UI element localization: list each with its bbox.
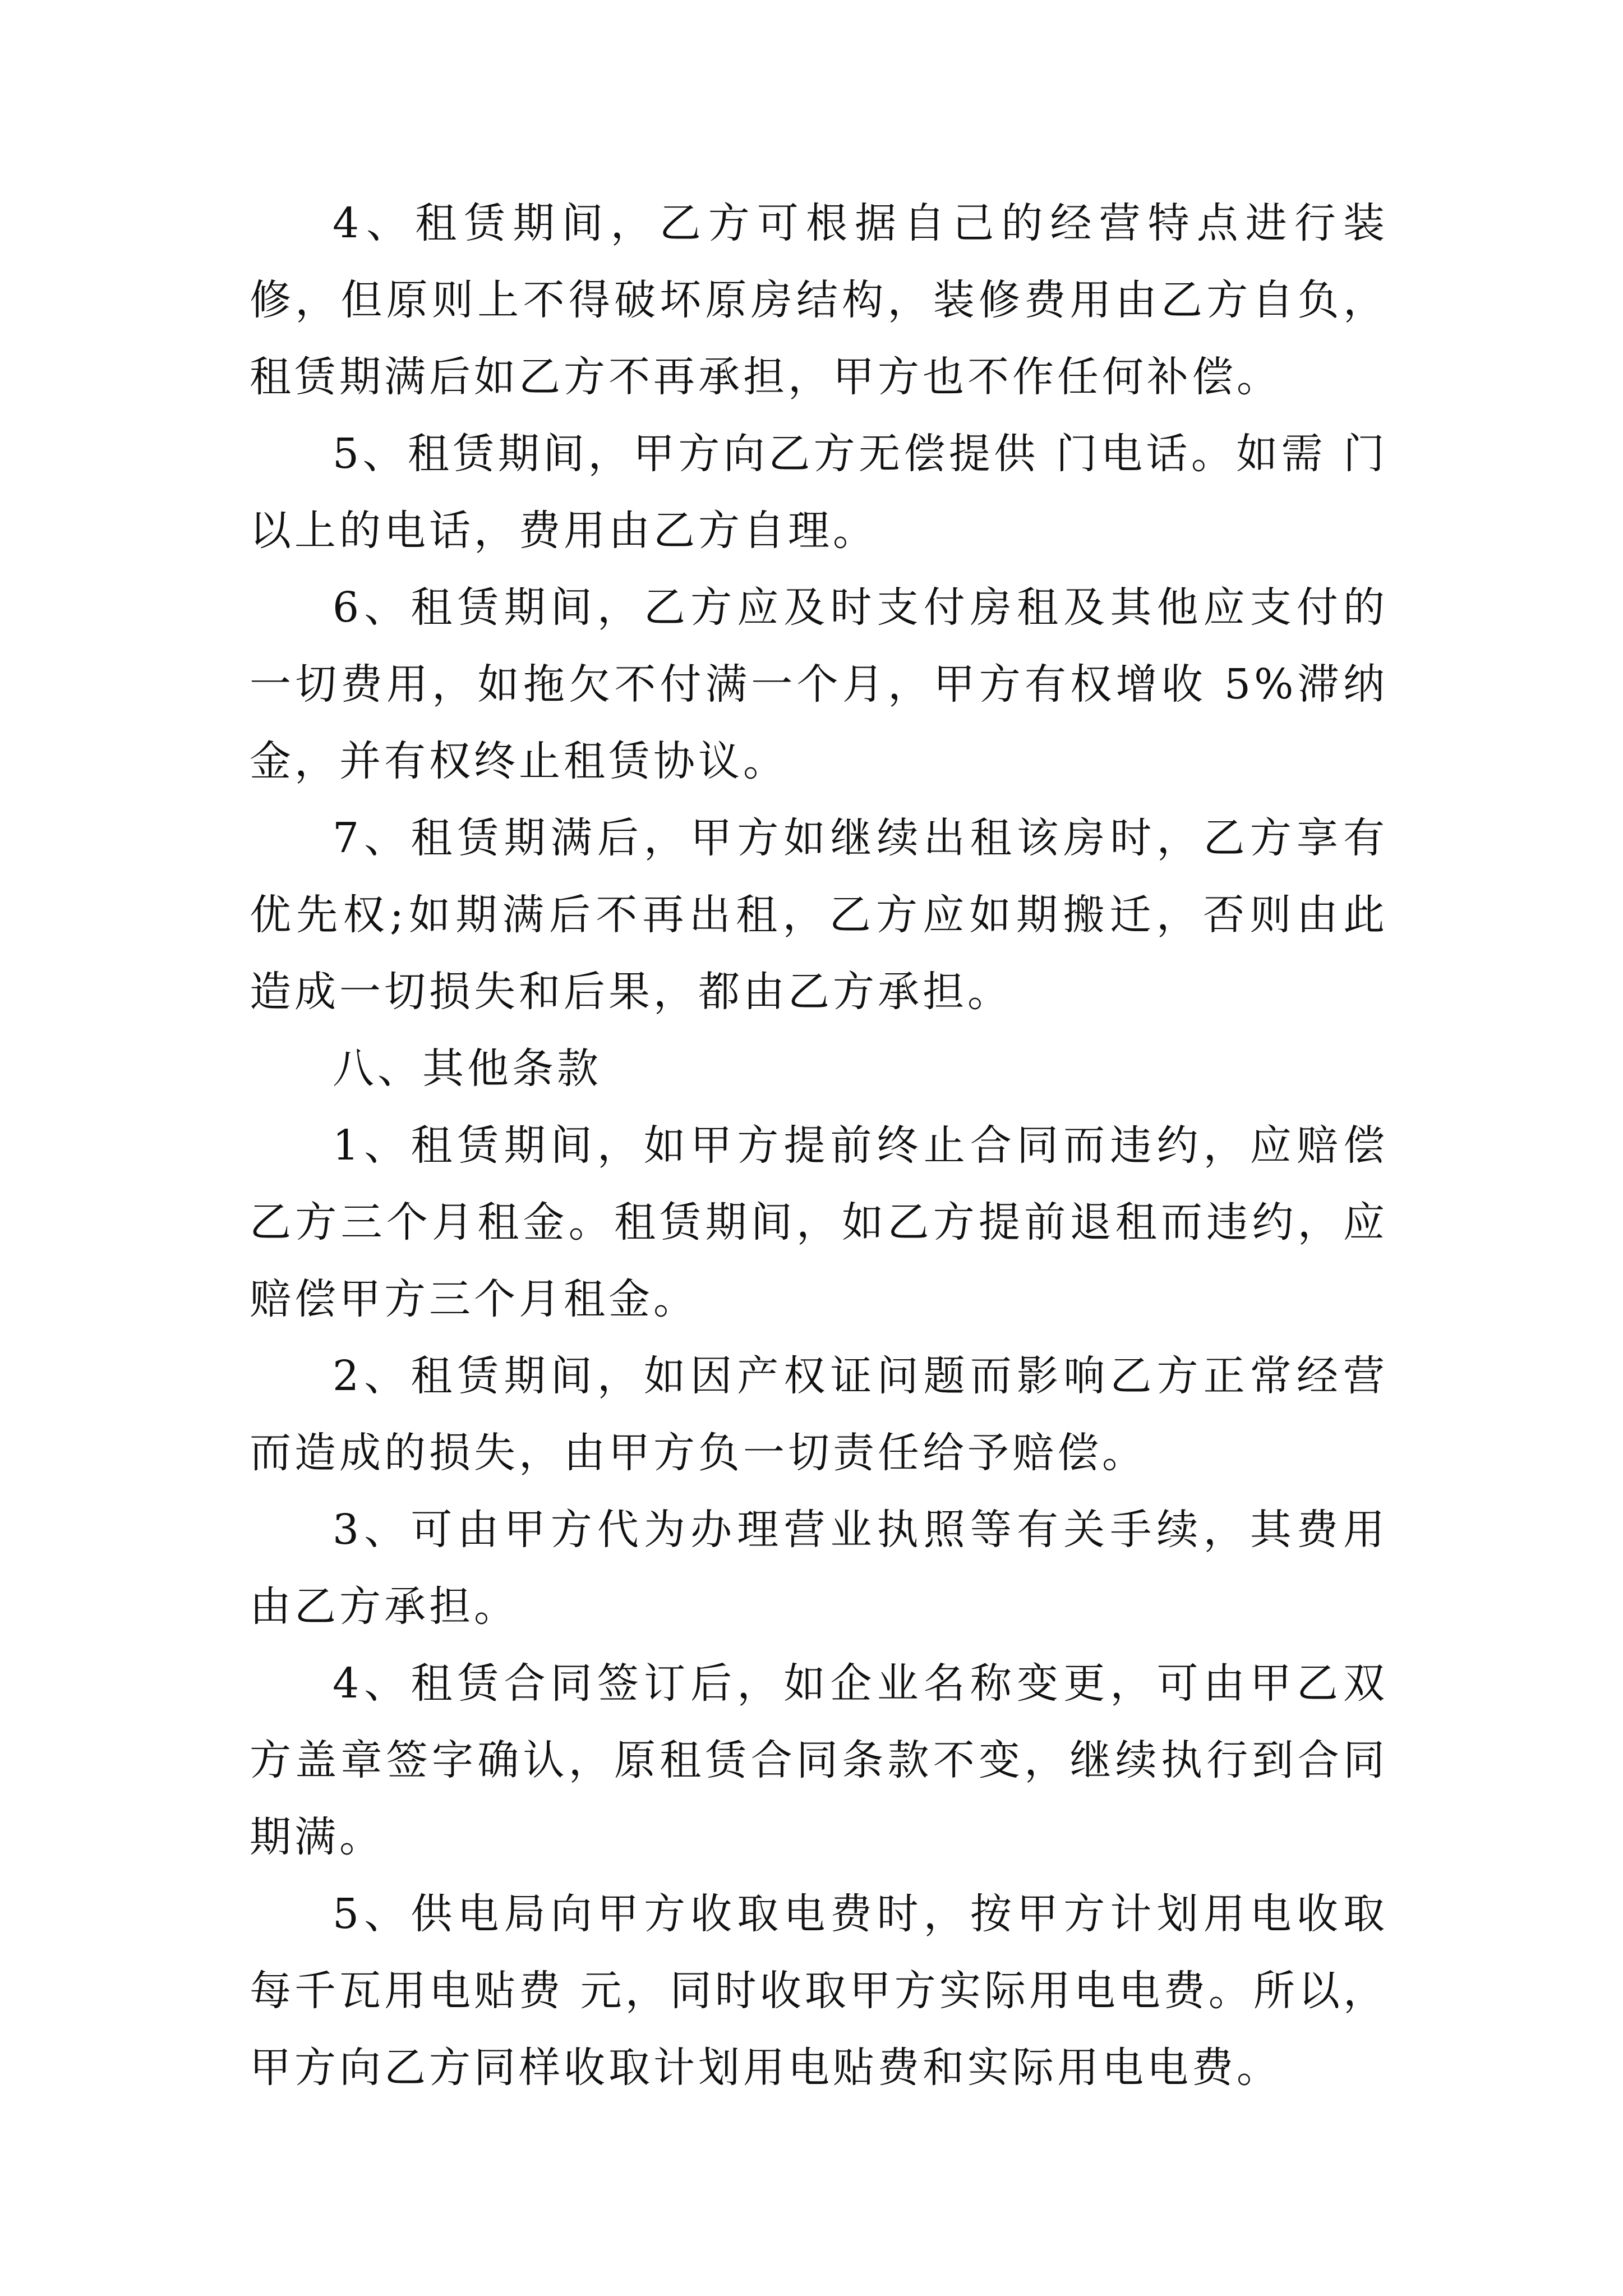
other-term-1-breach: 1、租赁期间，如甲方提前终止合同而违约，应赔偿乙方三个月租金。租赁期间，如乙方提前退租而违约，应赔偿甲方三个月租金。 <box>250 1121 1388 1323</box>
clause-5-telephone: 5、租赁期间，甲方向乙方无偿提供 门电话。如需 门以上的电话，费用由乙方自理。 <box>250 430 1388 555</box>
other-term-4-name-change: 4、租赁合同签订后，如企业名称变更，可由甲乙双方盖章签字确认，原租赁合同条款不变，继续执行到合同期满。 <box>250 1659 1388 1861</box>
other-term-3-business-license: 3、可由甲方代为办理营业执照等有关手续，其费用由乙方承担。 <box>250 1506 1388 1631</box>
section-heading-other-terms: 八、其他条款 <box>333 1045 602 1093</box>
clause-7-renewal: 7、租赁期满后，甲方如继续出租该房时，乙方享有优先权;如期满后不再出租，乙方应如期搬迁，否则由此造成一切损失和后果，都由乙方承担。 <box>250 814 1388 1016</box>
clause-6-payment: 6、租赁期间，乙方应及时支付房租及其他应支付的一切费用，如拖欠不付满一个月，甲方有权增收 5%滞纳金，并有权终止租赁协议。 <box>250 583 1388 785</box>
document-body <box>250 185 1388 2106</box>
other-term-2-title-deed: 2、租赁期间，如因产权证问题而影响乙方正常经营而造成的损失，由甲方负一切责任给予赔偿。 <box>250 1352 1388 1477</box>
clause-4-renovation: 4、租赁期间，乙方可根据自己的经营特点进行装修，但原则上不得破坏原房结构，装修费用由乙方自负，租赁期满后如乙方不再承担，甲方也不作任何补偿。 <box>250 199 1388 401</box>
other-term-5-electricity: 5、供电局向甲方收取电费时，按甲方计划用电收取每千瓦用电贴费 元，同时收取甲方实际用电电费。所以，甲方向乙方同样收取计划用电贴费和实际用电电费。 <box>250 1890 1388 2092</box>
